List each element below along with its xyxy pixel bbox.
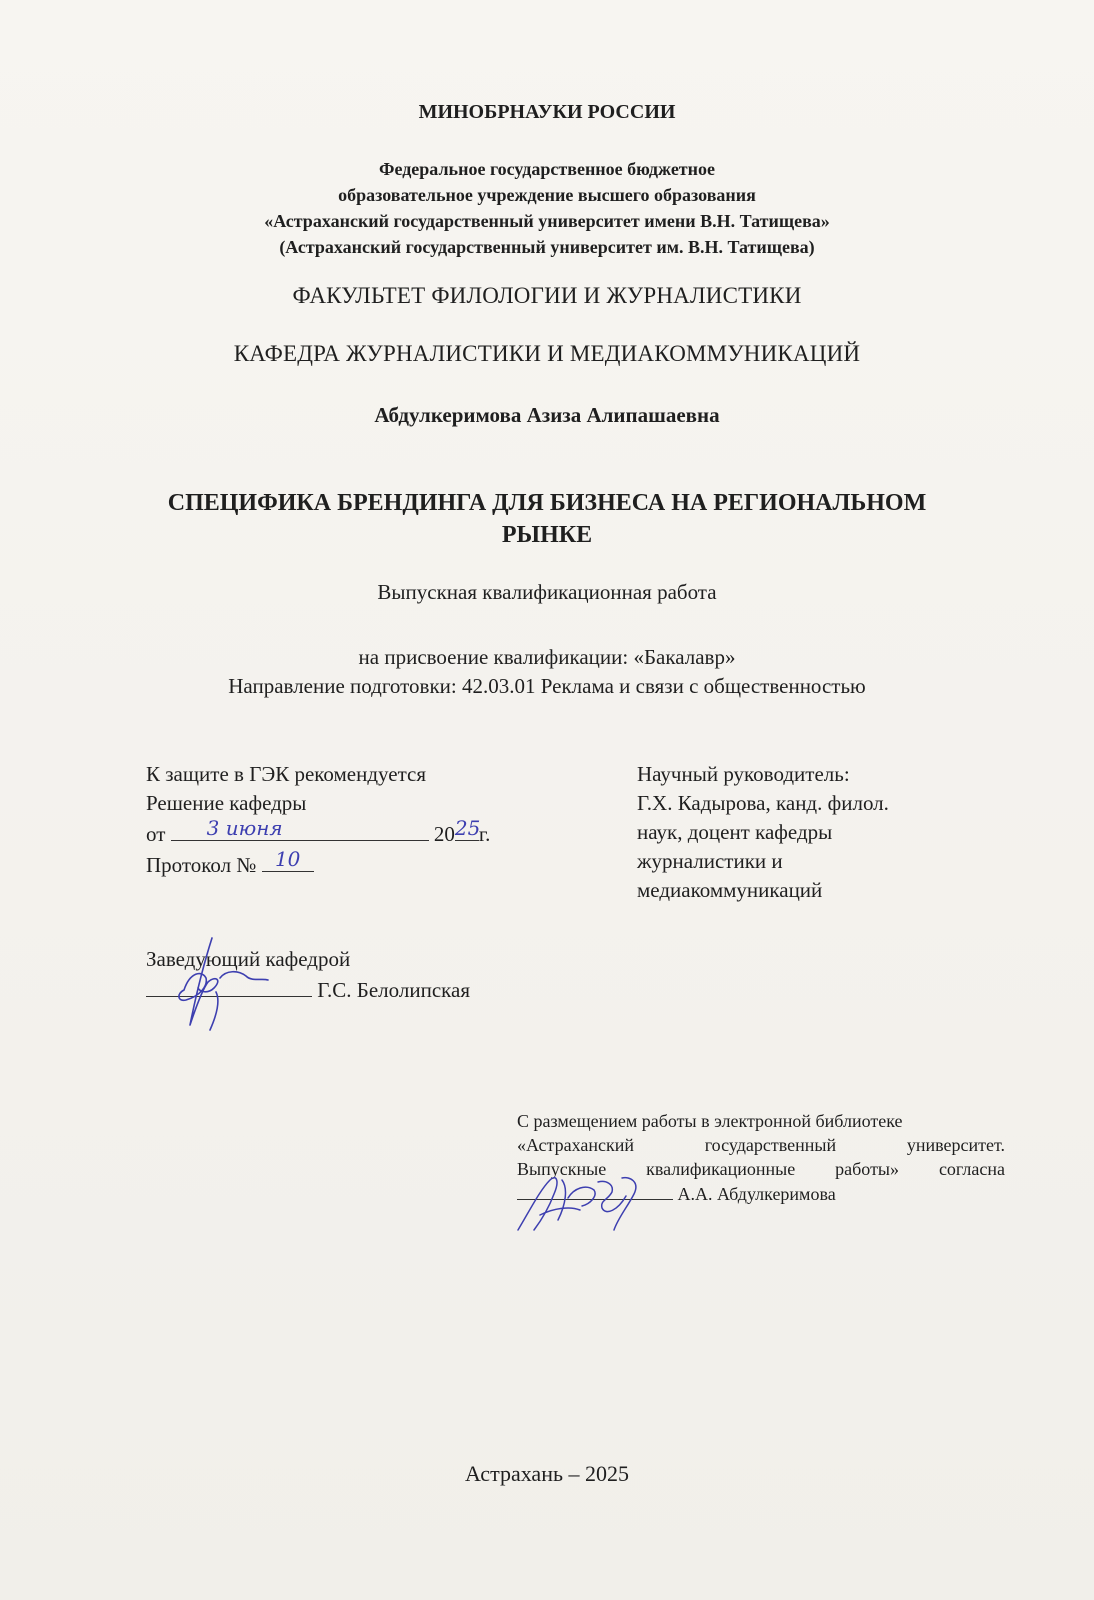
qualification-line: на присвоение квалификации: «Бакалавр» [358,645,736,669]
year-handwritten: 25 [454,816,481,840]
faculty-heading: ФАКУЛЬТЕТ ФИЛОЛОГИИ И ЖУРНАЛИСТИКИ [292,283,802,308]
org-line: «Астраханский государственный университет имени В.Н. Татищева» [264,211,830,231]
title-line: СПЕЦИФИКА БРЕНДИНГА ДЛЯ БИЗНЕСА НА РЕГИОНАЛЬНОМ [167,490,927,516]
recommended-text: К защите в ГЭК рекомендуется [146,762,427,786]
consent-line: С размещением работы в электронной библиотеке [517,1111,903,1131]
supervisor-label: Научный руководитель: [637,762,850,786]
student-signature-icon [510,1160,660,1240]
date-line [146,818,566,849]
supervisor-line: медиакоммуникаций [637,878,823,902]
ministry-heading: МИНОБРНАУКИ РОССИИ [418,101,676,123]
year-field [455,818,479,841]
year-suffix: г. [478,822,491,846]
org-line: Федеральное государственное бюджетное [378,159,716,179]
department-heading: КАФЕДРА ЖУРНАЛИСТИКИ И МЕДИАКОММУНИКАЦИЙ [233,341,861,366]
consent-name: А.А. Абдулкеримова [677,1184,836,1204]
protocol-field [262,849,314,872]
date-prefix: от [146,822,166,846]
supervisor-line: наук, доцент кафедры [637,820,833,844]
year-prefix: 20 [433,822,455,846]
city-year: Астрахань – 2025 [464,1461,630,1486]
org-line: образовательное учреждение высшего образования [338,185,756,205]
protocol-handwritten: 10 [274,847,301,871]
qualification-block [0,643,1094,701]
work-type: Выпускная квалификационная работа [377,580,717,604]
title-line: РЫНКЕ [501,522,593,548]
head-label: Заведующий кафедрой [146,947,351,971]
consent-line: «Астраханский государственный университет. [517,1135,1005,1155]
head-name: Г.С. Белолипская [317,978,471,1002]
date-handwritten: 3 июня [206,816,283,840]
protocol-line [146,849,566,880]
author-name: Абдулкеримова Азиза Алипашаевна [374,403,720,427]
thesis-title [0,487,1094,551]
consent-line: Выпускные квалификационные работы» согласна [517,1159,1005,1179]
supervisor-block [637,760,977,905]
direction-line: Направление подготовки: 42.03.01 Реклама и связи с общественностью [228,674,866,698]
org-line: (Астраханский государственный университет им. В.Н. Татищева) [279,237,815,257]
defense-recommendation [146,760,566,880]
organization-name [0,156,1094,260]
head-signature-icon [150,930,280,1040]
protocol-label: Протокол № [146,853,257,877]
decision-text: Решение кафедры [146,791,307,815]
supervisor-line: Г.Х. Кадырова, канд. филол. [637,791,889,815]
supervisor-line: журналистики и [637,849,783,873]
date-field [171,818,429,841]
